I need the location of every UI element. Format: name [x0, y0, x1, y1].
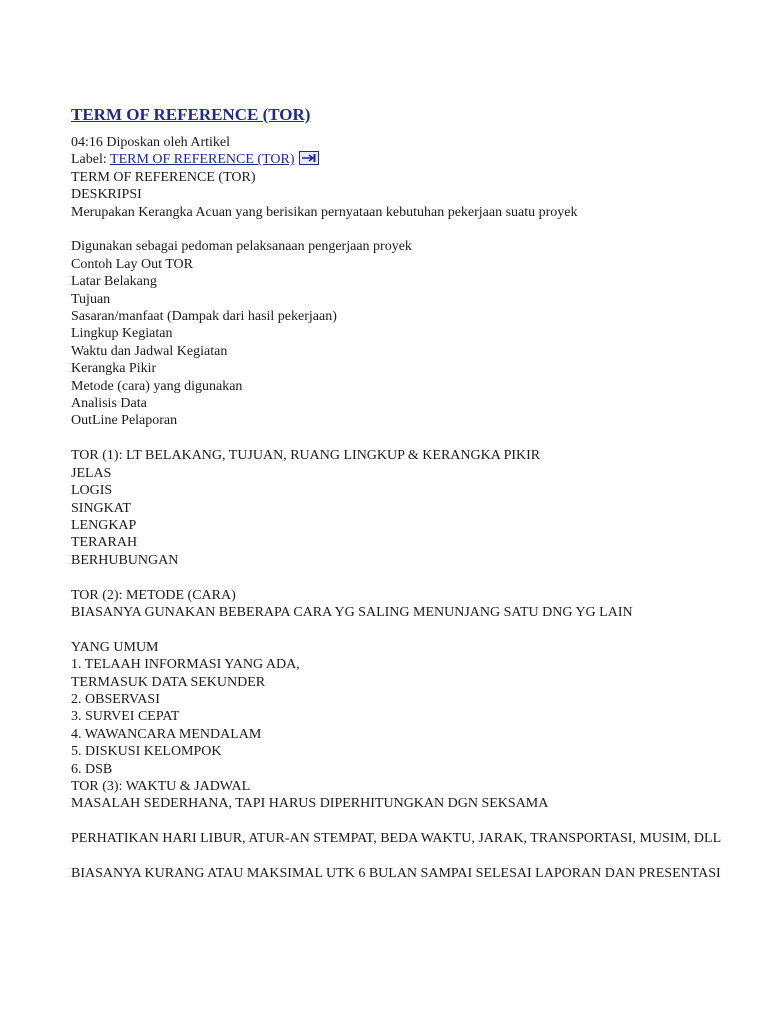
body-line: 4. WAWANCARA MENDALAM	[71, 726, 262, 742]
body-line: Digunakan sebagai pedoman pelaksanaan pengerjaan proyek	[71, 239, 412, 255]
body-line: Waktu dan Jadwal Kegiatan	[71, 343, 228, 359]
body-line: 6. DSB	[71, 761, 113, 777]
label-link[interactable]: TERM OF REFERENCE (TOR)	[110, 152, 295, 168]
body-line: YANG UMUM	[71, 639, 159, 655]
blank-line	[71, 848, 751, 865]
article	[71, 104, 751, 882]
post-meta: 04:16 Diposkan oleh Artikel	[71, 135, 231, 150]
body-line: BIASANYA GUNAKAN BEBERAPA CARA YG SALING MENUNJANG SATU DNG YG LAIN	[71, 604, 633, 620]
body-line: TERMASUK DATA SEKUNDER	[71, 674, 266, 690]
body-line: 1. TELAAH INFORMASI YANG ADA,	[71, 657, 300, 673]
blank-line	[71, 813, 751, 830]
body-line: Lingkup Kegiatan	[71, 326, 173, 342]
body-line: DESKRIPSI	[71, 187, 142, 203]
body-line: Contoh Lay Out TOR	[71, 256, 193, 272]
body-line: TERARAH	[71, 535, 138, 551]
body-line: 5. DISKUSI KELOMPOK	[71, 744, 222, 760]
article-title-link[interactable]: TERM OF REFERENCE (TOR)	[71, 105, 311, 124]
body-line: 3. SURVEI CEPAT	[71, 709, 180, 725]
body-line: Analisis Data	[71, 396, 147, 412]
body-line: TERM OF REFERENCE (TOR)	[71, 169, 256, 185]
blank-line	[71, 221, 751, 238]
body-line: JELAS	[71, 465, 112, 481]
body-line: BERHUBUNGAN	[71, 552, 179, 568]
body-line: Sasaran/manfaat (Dampak dari hasil pekerjaan)	[71, 309, 337, 325]
body-line: Metode (cara) yang digunakan	[71, 378, 243, 394]
blank-line	[71, 621, 751, 638]
body-line: TOR (1): LT BELAKANG, TUJUAN, RUANG LINGKUP & KERANGKA PIKIR	[71, 448, 541, 464]
body-line: Latar Belakang	[71, 274, 157, 290]
label-prefix: Label:	[71, 152, 111, 168]
body-line: Merupakan Kerangka Acuan yang berisikan pernyataan kebutuhan pekerjaan suatu proyek	[71, 204, 578, 220]
blank-line	[71, 430, 751, 447]
body-line: 2. OBSERVASI	[71, 691, 160, 707]
label-row	[71, 151, 751, 168]
body-line: Kerangka Pikir	[71, 361, 157, 377]
body-line: MASALAH SEDERHANA, TAPI HARUS DIPERHITUNGKAN DGN SEKSAMA	[71, 796, 549, 812]
body-line: LOGIS	[71, 483, 113, 499]
body-line: BIASANYA KURANG ATAU MAKSIMAL UTK 6 BULAN SAMPAI SELESAI LAPORAN DAN PRESENTASI	[71, 865, 721, 881]
article-body	[71, 169, 751, 883]
body-line: TOR (2): METODE (CARA)	[71, 587, 236, 603]
body-line: SINGKAT	[71, 500, 131, 516]
body-line: TOR (3): WAKTU & JADWAL	[71, 778, 251, 794]
body-line: Tujuan	[71, 291, 111, 307]
body-line: OutLine Pelaporan	[71, 413, 178, 429]
body-line: LENGKAP	[71, 517, 137, 533]
body-line: PERHATIKAN HARI LIBUR, ATUR-AN STEMPAT, BEDA WAKTU, JARAK, TRANSPORTASI, MUSIM, DLL	[71, 831, 722, 847]
arrow-right-icon[interactable]	[299, 151, 319, 165]
blank-line	[71, 569, 751, 586]
